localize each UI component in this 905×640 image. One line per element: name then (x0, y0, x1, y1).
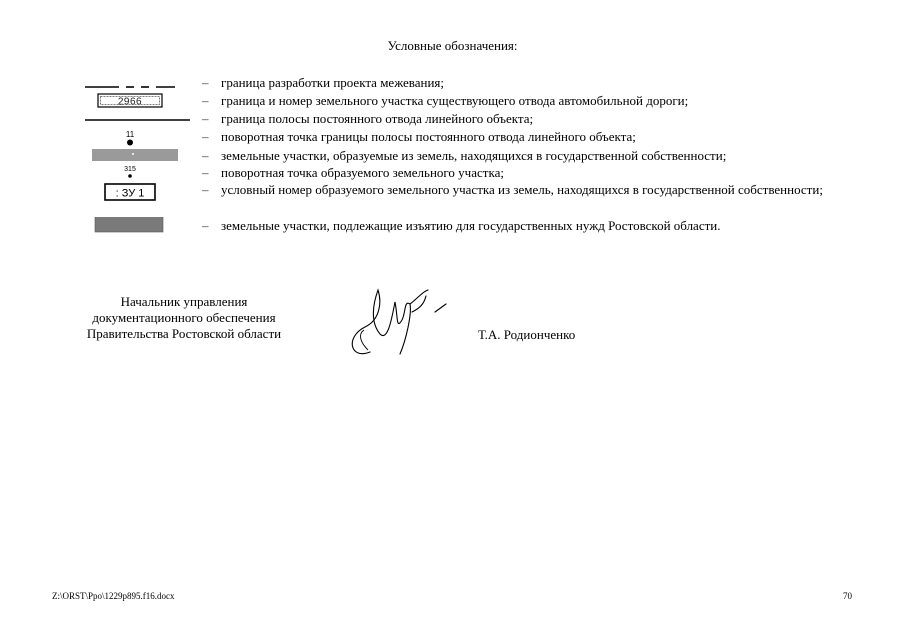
legend-row-state-plots (85, 147, 865, 164)
plot-number-box-symbol (85, 181, 190, 217)
plot-number-label: : ЗУ 1 (115, 187, 145, 200)
legend-row-formed-point (85, 164, 865, 181)
legend-text: поворотная точка образуемого земельного участка; (221, 165, 504, 180)
signatory-position-line: документационного обеспечения (92, 310, 276, 325)
legend (85, 74, 865, 237)
legend-row-plot-number (85, 181, 865, 217)
formed-point-symbol (85, 164, 190, 181)
legend-text: граница и номер земельного участка существующего отвода автомобильной дороги; (221, 93, 689, 108)
page-number: 70 (843, 591, 852, 601)
signatory-position-line: Правительства Ростовской области (86, 326, 282, 341)
legend-dash: – (202, 129, 209, 144)
signatory-name: Т.А. Родионченко (478, 327, 576, 342)
dashed-line-symbol (85, 74, 190, 92)
legend-dash: – (202, 148, 209, 163)
legend-text: граница полосы постоянного отвода линейного объекта; (221, 111, 534, 126)
legend-row-strip-point (85, 128, 865, 147)
formed-point-number: 315 (124, 166, 136, 173)
signatory-position-line: Начальник управления (120, 294, 248, 309)
turning-point-symbol (85, 128, 190, 147)
legend-dash: – (202, 218, 209, 233)
legend-dash: – (202, 182, 209, 197)
solid-line-symbol (85, 110, 190, 128)
state-plot-fill-symbol (85, 147, 190, 164)
signatory-position (64, 294, 304, 342)
turning-point-number: 11 (125, 130, 135, 139)
footer-file-path: Z:\ORST\Ppo\1229p895.f16.docx (52, 591, 175, 601)
legend-text: условный номер образуемого земельного участка из земель, находящихся в государственной собственности; (221, 182, 823, 197)
handwritten-signature (340, 282, 460, 367)
seized-plot-fill-symbol (85, 217, 190, 237)
legend-text: земельные участки, образуемые из земель, находящихся в государственной собственности; (221, 148, 727, 163)
existing-plot-number: 2966 (117, 96, 143, 108)
legend-row-project-boundary (85, 74, 865, 92)
legend-dash: – (202, 93, 209, 108)
legend-text: поворотная точка границы полосы постоянного отвода линейного объекта; (221, 129, 636, 144)
legend-title: Условные обозначения: (387, 38, 518, 53)
legend-dash: – (202, 165, 209, 180)
existing-plot-number-symbol (85, 92, 190, 110)
legend-text: земельные участки, подлежащие изъятию для государственных нужд Ростовской области. (221, 218, 721, 233)
legend-dash: – (202, 75, 209, 90)
legend-row-existing-plot (85, 92, 865, 110)
legend-text: граница разработки проекта межевания; (221, 75, 445, 90)
legend-row-seized-plots (85, 217, 865, 237)
legend-dash: – (202, 111, 209, 126)
legend-row-strip-boundary (85, 110, 865, 128)
